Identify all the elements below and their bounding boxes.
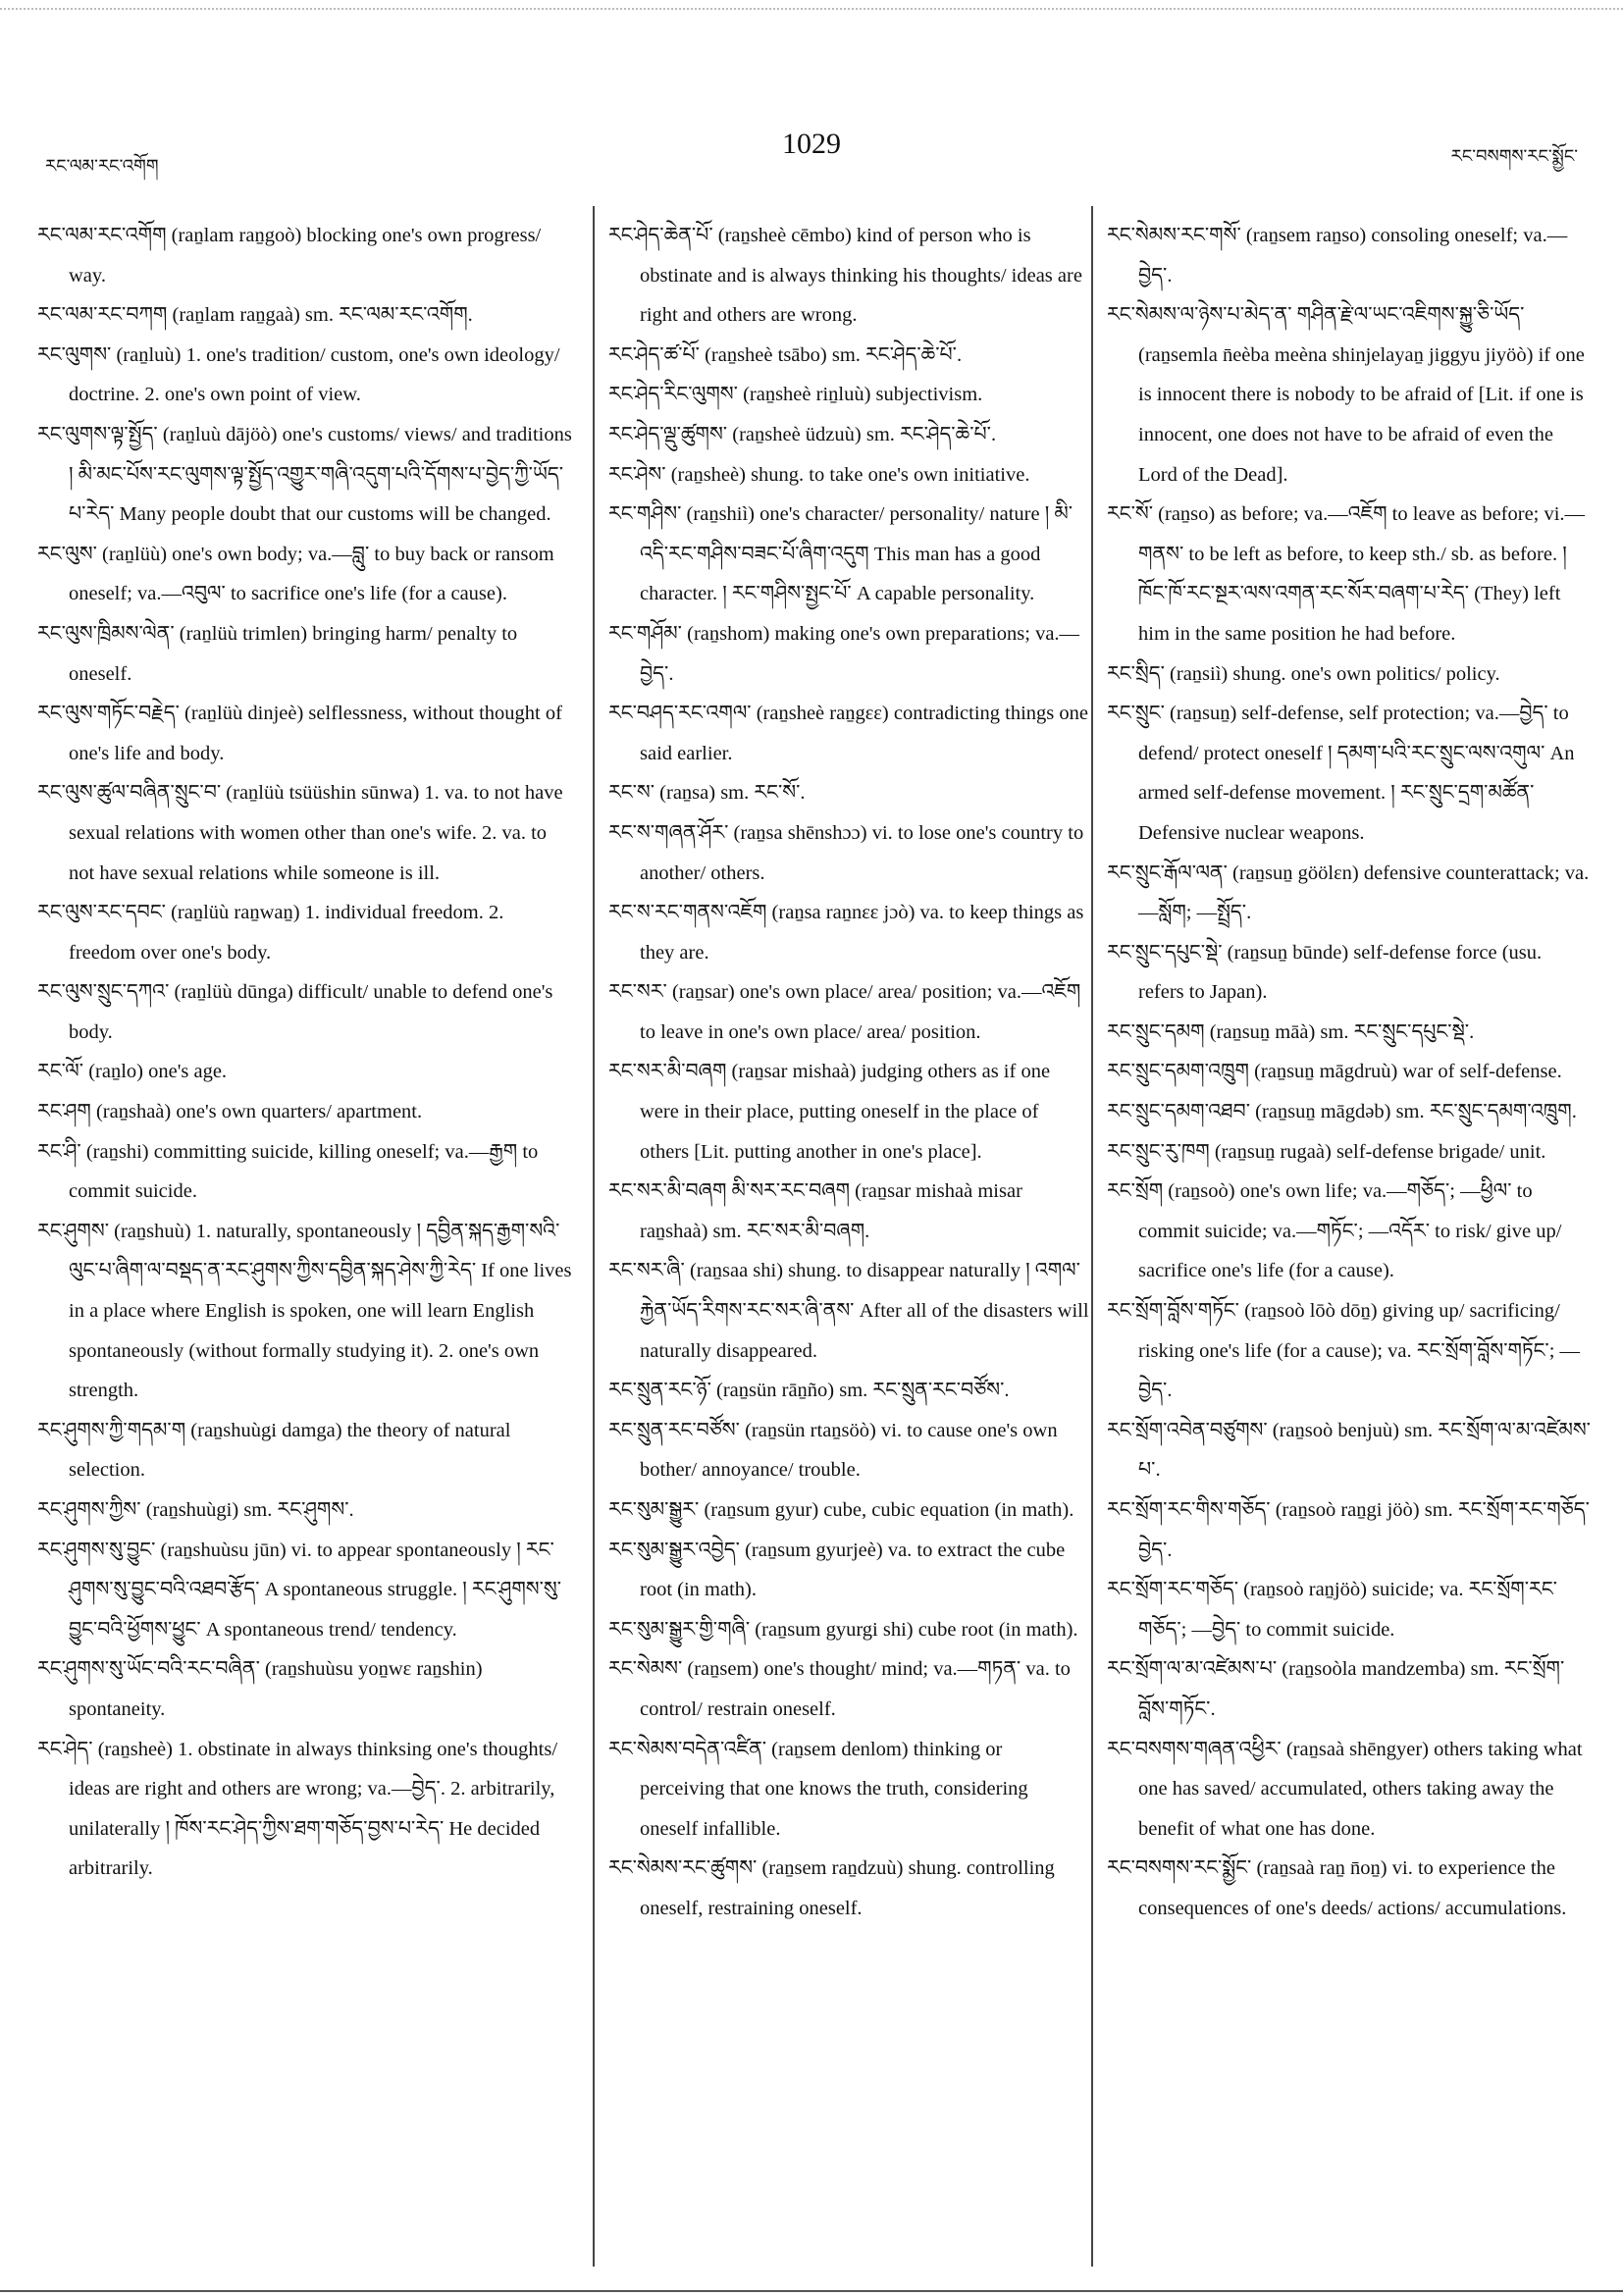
dictionary-entry: རང་སྲོག་འབེན་བཙུགས་ (raṉsoò benjuù) sm. རང་སྲོག་ལ་མ་འཛེམས་པ་. [1107,1419,1591,1482]
dictionary-entry: རང་སྲུང་དམག་འཁྲུག (raṉsuṉ māgdruù) war of self-defense. [1107,1061,1562,1083]
dictionary-entry: རང་ལུས་ཁྲིམས་ལེན་ (raṉlüù trimlen) bringing harm/ penalty to oneself. [37,622,518,685]
dictionary-entry: རང་ཤི་ (raṉshi) committing suicide, killing oneself; va.—རྒྱག to commit suicide. [37,1140,539,1203]
dictionary-entry: རང་སྲོག་ལ་མ་འཛེམས་པ་ (raṉsoòla mandzemba) sm. རང་སྲོག་བློས་གཏོང་. [1107,1658,1565,1720]
dictionary-entry: རང་སེམས་ལ་ཉེས་པ་མེད་ན་ གཤིན་རྗེ་ལ་ཡང་འཇིགས་སྐྱུ་ཅི་ཡོད་ (raṉsemla n̄eèba meèna shinjelayaṉ jiggyu jiyöò) if one is innocent there is nobody to be afraid of [Lit. if one is innocent, one does not have to be afraid of even the Lord of the Dead]. [1107,304,1585,486]
dictionary-entry: རང་སེམས་ (raṉsem) one's thought/ mind; va.—གཏན་ va. to control/ restrain oneself. [608,1658,1071,1720]
dictionary-entry: རང་སྲོག་རང་གིས་གཅོད་ (raṉsoò raṉgi jöò) sm. རང་སྲོག་རང་གཅོད་བྱེད་. [1107,1499,1590,1561]
dictionary-entry: རང་གཤོམ་ (raṉshom) making one's own preparations; va.—བྱེད་. [608,622,1080,685]
dictionary-entry: རང་ལུས་རང་དབང་ (raṉlüù raṉwaṉ) 1. individual freedom. 2. freedom over one's body. [37,902,504,964]
dictionary-entry: རང་ལམ་རང་བཀག (raṉlam raṉgaà) sm. རང་ལམ་རང་འགོག. [37,304,473,327]
dictionary-entry: རང་ཤག (raṉshaà) one's own quarters/ apartment. [37,1101,423,1123]
dictionary-entry: རང་སྲུང་དཔུང་སྡེ་ (raṉsuṉ būnde) self-defense force (usu. refers to Japan). [1107,941,1543,1004]
dictionary-entry: རང་ལུགས་ (raṉluù) 1. one's tradition/ custom, one's own ideology/ doctrine. 2. one's own point of view. [37,343,560,406]
dictionary-column-2 [608,216,1089,1929]
dictionary-entry: རང་སྲོག (raṉsoò) one's own life; va.—གཅོད་; —ཕྱིལ་ to commit suicide; va.—གཏོང་; —འདོར་ to risk/ give up/ sacrifice one's life (for a cause). [1107,1180,1562,1282]
dictionary-entry: རང་ཤེད་ཆེན་པོ་ (raṉsheè cēmbo) kind of person who is obstinate and is always thinking his thoughts/ ideas are right and others are wrong. [608,225,1082,327]
dictionary-entry: རང་ལུས་ (raṉlüù) one's own body; va.—བླུ་ to buy back or ransom oneself; va.—འབུལ་ to sacrifice one's life (for a cause). [37,543,554,605]
dictionary-entry: རང་བསགས་རང་སྨྱོང་ (raṉsaà raṉ n̄oṉ) vi. to experience the consequences of one's deeds/ actions/ accumulations. [1107,1857,1567,1919]
dictionary-entry: རང་ས་རང་གནས་འཇོག (raṉsa raṉnɛɛ jɔò) va. to keep things as they are. [608,902,1084,964]
running-header-left: རང་ལམ་རང་འགོག [45,156,159,177]
dictionary-column-3 [1107,216,1592,1929]
dictionary-entry: རང་སྲུན་རང་ཉོ་ (raṉsün rāṉño) sm. རང་སྲུན་རང་བཙོས་. [608,1380,1010,1402]
column-divider [1091,206,1093,2267]
dictionary-entry: རང་ལུས་ཚུལ་བཞིན་སྲུང་བ་ (raṉlüù tsüüshin sūnwa) 1. va. to not have sexual relations with women other than one's wife. 2. va. to not have sexual relations while someone is ill. [37,782,563,884]
dictionary-entry: རང་ལུས་གཏོང་བརྗེད་ (raṉlüù dinjeè) selflessness, without thought of one's life and body. [37,703,562,764]
dictionary-entry: རང་སྲུན་རང་བཙོས་ (raṉsün rtaṉsöò) vi. to cause one's own bother/ annoyance/ trouble. [608,1419,1058,1482]
dictionary-entry: རང་སེམས་བདེན་འཛིན་ (raṉsem denlom) thinking or perceiving that one knows the truth, considering oneself infallible. [608,1738,1028,1840]
dictionary-entry: རང་ས་གཞན་ཤོར་ (raṉsa shēnshɔɔ) vi. to lose one's country to another/ others. [608,821,1084,884]
dictionary-entry: རང་ལུས་སྲུང་དཀའ་ (raṉlüù dūnga) difficult/ unable to defend one's body. [37,981,553,1043]
dictionary-entry: རང་ཤེད་ལྡུ་ཚུགས་ (raṉsheè üdzuù) sm. རང་ཤེད་ཆེ་པོ་. [608,423,997,445]
dictionary-entry: རང་ཤུགས་སུ་ཡོང་བའི་རང་བཞིན་ (raṉshuùsu yoṉwɛ raṉshin) spontaneity. [37,1658,483,1720]
dictionary-entry: རང་སར་ (raṉsar) one's own place/ area/ position; va.—འཇོག to leave in one's own place/ area/ position. [608,981,1081,1043]
dictionary-entry: རང་ཤེད་ཚ་པོ་ (raṉsheè tsābo) sm. རང་ཤེད་ཆེ་པོ་. [608,343,963,366]
dictionary-column-1 [37,216,573,1889]
dictionary-entry: རང་ཤུགས་ (raṉshuù) 1. naturally, spontaneously ། དབྱིན་སྐད་རྒྱག་སའི་ལུང་པ་ཞིག་ལ་བསྡད་ན་རང་ཤུགས་ཀྱིས་དབྱིན་སྐད་ཤེས་ཀྱི་རེད་ If one lives in a place where English is spoken, one will learn English spontaneously (without formally studying it). 2. one's own strength. [37,1220,572,1402]
dictionary-entry: རང་སུམ་སྒྱུར་གྱི་གཞི་ (raṉsum gyurgi shi) cube root (in math). [608,1618,1078,1641]
dictionary-entry: རང་སར་མི་བཞག (raṉsar mishaà) judging others as if one were in their place, putting oneself in the place of others [Lit. putting another in one's place]. [608,1061,1051,1163]
dictionary-entry: རང་སྲུང་རྒོལ་ལན་ (raṉsuṉ göölɛn) defensive counterattack; va.—སློག; —སྤྲོད་. [1107,861,1590,924]
dictionary-entry: རང་བཤད་རང་འགལ་ (raṉsheè raṉgɛɛ) contradicting things one said earlier. [608,703,1088,764]
dictionary-entry: རང་སྲོག་བློས་གཏོང་ (raṉsoò lōò dōṉ) giving up/ sacrificing/ risking one's life (for a cause); va. རང་སྲོག་བློས་གཏོང་; —བྱེད་. [1107,1300,1581,1402]
dictionary-entry: རང་སུམ་སྒྱུར་འབྱེད་ (raṉsum gyurjeè) va. to extract the cube root (in math). [608,1539,1066,1601]
dictionary-entry: རང་སུམ་སྒྱུར་ (raṉsum gyur) cube, cubic equation (in math). [608,1499,1074,1521]
dictionary-entry: རང་སྲུང་ (raṉsuṉ) self-defense, self protection; va.—བྱེད་ to defend/ protect oneself ། དམག་པའི་རང་སྲུང་ལས་འགུལ་ An armed self-defense movement. ། རང་སྲུང་དྲག་མཚོན་ Defensive nuclear weapons. [1107,703,1575,844]
dictionary-entry: རང་སེམས་རང་གསོ་ (raṉsem raṉso) consoling oneself; va.—བྱེད་. [1107,225,1568,287]
dictionary-entry: རང་ས་ (raṉsa) sm. རང་སོ་. [608,782,806,805]
dictionary-entry: རང་སེམས་རང་ཚུགས་ (raṉsem raṉdzuù) shung. controlling oneself, restraining oneself. [608,1857,1055,1919]
dictionary-entry: རང་ཤེས་ (raṉsheè) shung. to take one's own initiative. [608,463,1030,486]
running-header-right: རང་བསགས་རང་སྨྱོང་ [1450,146,1578,167]
dictionary-entry: རང་སྲུང་དམག (raṉsuṉ māà) sm. རང་སྲུང་དཔུང་སྡེ་. [1107,1020,1475,1043]
dictionary-entry: རང་ལོ་ (raṉlo) one's age. [37,1061,228,1083]
dictionary-entry: རང་བསགས་གཞན་འཕྱིར་ (raṉsaà shēngyer) others taking what one has saved/ accumulated, others taking away the benefit of what one has done. [1107,1738,1583,1840]
dictionary-entry: རང་ཤུགས་ཀྱི་གདམ་ག (raṉshuùgi damga) the theory of natural selection. [37,1419,511,1482]
dictionary-entry: རང་ཤེད་རིང་ལུགས་ (raṉsheè riṉluù) subjectivism. [608,384,983,406]
dictionary-entry: རང་སར་ཞི་ (raṉsaa shi) shung. to disappear naturally ། འགལ་རྐྱེན་ཡོད་རིགས་རང་སར་ཞི་ནས་ After all of the disasters will naturally disappeared. [608,1260,1089,1362]
dictionary-entry: རང་ལམ་རང་འགོག (raṉlam raṉgoò) blocking one's own progress/ way. [37,225,542,287]
page-number: 1029 [782,128,841,160]
dictionary-entry: རང་སོ་ (raṉso) as before; va.—འཇོག to leave as before; vi.—གནས་ to be left as before, to keep sth./ sb. as before. ། ཁོང་ཁོ་རང་སྔར་ལས་འགན་རང་སོར་བཞག་པ་རེད་ (They) left him in the same position he had before. [1107,503,1586,645]
dictionary-entry: རང་སྲིད་ (raṉsiì) shung. one's own politics/ policy. [1107,662,1500,685]
bottom-border [0,2290,1623,2292]
dictionary-entry: རང་ཤེད་ (raṉsheè) 1. obstinate in always thinksing one's thoughts/ ideas are right and others are wrong; va.—བྱེད་. 2. arbitrarily, unilaterally ། ཁོས་རང་ཤེད་ཀྱིས་ཐག་གཅོད་བྱས་པ་རེད་ He decided arbitrarily. [37,1738,558,1880]
dictionary-entry: རང་ཤུགས་སུ་བྱུང་ (raṉshuùsu jūn) vi. to appear spontaneously ། རང་ཤུགས་སུ་བྱུང་བའི་འཐབ་རྩོད་ A spontaneous struggle. ། རང་ཤུགས་སུ་བྱུང་བའི་ཕྱོགས་ཕྱུང་ A spontaneous trend/ tendency. [37,1539,562,1641]
column-divider [593,206,595,2267]
dictionary-entry: རང་གཤིས་ (raṉshiì) one's character/ personality/ nature ། མི་འདི་རང་གཤིས་བཟང་པོ་ཞིག་འདུག This man has a good character. ། རང་གཤིས་སྤྱང་པོ་ A capable personality. [608,503,1073,605]
dictionary-entry: རང་སྲུང་རུ་ཁག (raṉsuṉ rugaà) self-defense brigade/ unit. [1107,1140,1546,1163]
top-border [0,8,1623,10]
dictionary-entry: རང་ལུགས་ལྟ་སྤྱོད་ (raṉluù dājöò) one's customs/ views/ and traditions ། མི་མང་པོས་རང་ལུགས་ལྟ་སྤྱོད་འགྱུར་གཞི་འདུག་པའི་དོགས་པ་བྱེད་ཀྱི་ཡོད་པ་རེད་ Many people doubt that our customs will be changed. [37,423,572,526]
dictionary-entry: རང་ཤུགས་ཀྱིས་ (raṉshuùgi) sm. རང་ཤུགས་. [37,1499,354,1521]
dictionary-entry: རང་སྲོག་རང་གཅོད་ (raṉsoò raṉjöò) suicide; va. རང་སྲོག་རང་གཅོད་; —བྱེད་ to commit suicide. [1107,1579,1557,1641]
dictionary-entry: རང་སར་མི་བཞག མི་སར་རང་བཞག (raṉsar mishaà misar raṉshaà) sm. རང་སར་མི་བཞག. [608,1180,1022,1242]
dictionary-entry: རང་སྲུང་དམག་འཐབ་ (raṉsuṉ māgdəb) sm. རང་སྲུང་དམག་འཁྲུག. [1107,1101,1577,1123]
